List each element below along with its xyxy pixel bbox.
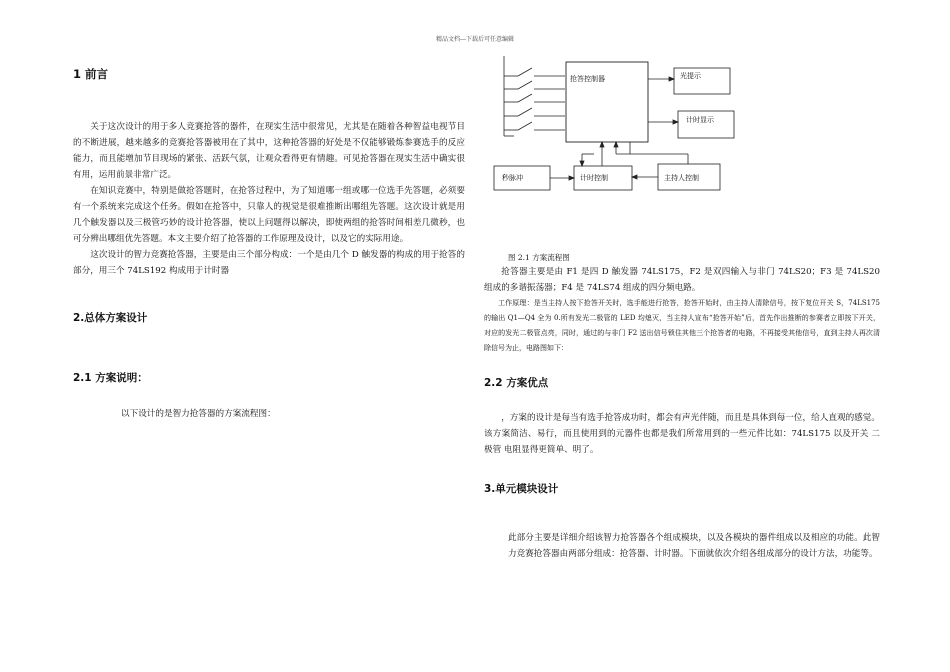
section21-title: 2.1 方案说明：	[73, 372, 148, 384]
section22-text: ，方案的设计是每当有选手抢答成功时，都会有声光伴随，而且是具体到每一位，给人直观的感觉。该方案简洁、易行，而且使用到的元器件也都是我们所常用到的一些元件比如：74LS175 以及开关 二极管 电阻显得更简单、明了。	[484, 413, 880, 455]
section1-title: 1 前言	[73, 67, 109, 81]
timer-control-label: 计时控制	[580, 174, 608, 182]
light-label: 光提示	[680, 72, 701, 80]
controller-box	[566, 62, 648, 142]
work-principle-text: 工作原理：是当主持人按下抢答开关时，选手能进行抢答，抢答开始时，由主持人清除信号，按下复位开关 S，74LS175 的输出 Q1—Q4 全为 0.所有发光二极管的 LED 均熄灭，当主持人宣布“抢答开始”后，首先作出推断的参赛者立即按下开关，对应的发光二极管点亮，同时，通过的与非门 F2 送出信号锁住其他三个抢答者的电路，不再接受其他信号，直到主持人再次清除信号为止，电路图如下：	[484, 299, 880, 352]
diagram-caption: 图 2.1 方案流程图	[508, 253, 570, 262]
section22-title: 2.2 方案优点	[484, 377, 549, 389]
section3-title: 3.单元模块设计	[484, 483, 559, 495]
host-control-label: 主持人控制	[664, 174, 699, 182]
section3-text: 此部分主要是详细介绍该智力抢答器各个组成模块，以及各模块的器件组成以及相应的功能。此智力竞赛抢答器由两部分组成：抢答器、计时器。下面就依次介绍各组成部分的设计方法，功能等。	[508, 533, 880, 559]
timer-display-label: 计时显示	[686, 116, 714, 124]
header-note: 精品文档---下载后可任意编辑	[435, 36, 515, 43]
controller-label: 抢答控制器	[570, 75, 605, 83]
section1-paragraph: 这次设计的智力竞赛抢答器，主要是由三个部分构成：一个是由几个 D 触发器的构成的用于抢答的部分，用三个 74LS192 构成用于计时器	[73, 250, 465, 276]
section1-paragraph: 关于这次设计的用于多人竞赛抢答的器件，在现实生活中很常见，尤其是在随着各种智益电视节目的不断进展，越来越多的竞赛抢答器被用在了其中，这种抢答器的好处是不仅能够锻炼参赛选手的反应能力，而且能增加节目现场的紧张、活跃气氛，让观众看得更有情趣。可见抢答器在现实生活中确实很有用，运用前景非常广泛。	[73, 122, 465, 180]
right-desc	[484, 264, 880, 296]
second-pulse-label: 秒脉冲	[502, 174, 523, 182]
section21-text: 以下设计的是智力抢答器的方案流程图：	[121, 409, 276, 419]
flow-diagram	[490, 56, 750, 196]
section1-paragraph: 在知识竞赛中，特别是做抢答题时，在抢答过程中，为了知道哪一组或哪一位选手先答题，必须要有一个系统来完成这个任务。假如在抢答中，只靠人的视觉是很难推断出哪组先答题。这次设计就是用几个触发器以及三极管巧妙的设计抢答器，使以上问题得以解决，即使两组的抢答时间相差几微秒，也可分辨出哪组优先答题。本文主要介绍了抢答器的工作原理及设计，以及它的实际用途。	[73, 186, 465, 244]
section1-body	[73, 119, 465, 279]
section22-body	[484, 410, 880, 458]
work-principle-block	[484, 296, 880, 356]
desc-paragraph: 抢答器主要是由 F1 是四 D 触发器 74LS175，F2 是双四输入与非门 74LS20；F3 是 74LS20 组成的多谐振荡器；F4 是 74LS74 组成的四分频电路。	[484, 267, 880, 293]
section3-body	[508, 530, 880, 562]
switch-array	[504, 56, 565, 136]
section2-title: 2.总体方案设计	[73, 312, 148, 324]
